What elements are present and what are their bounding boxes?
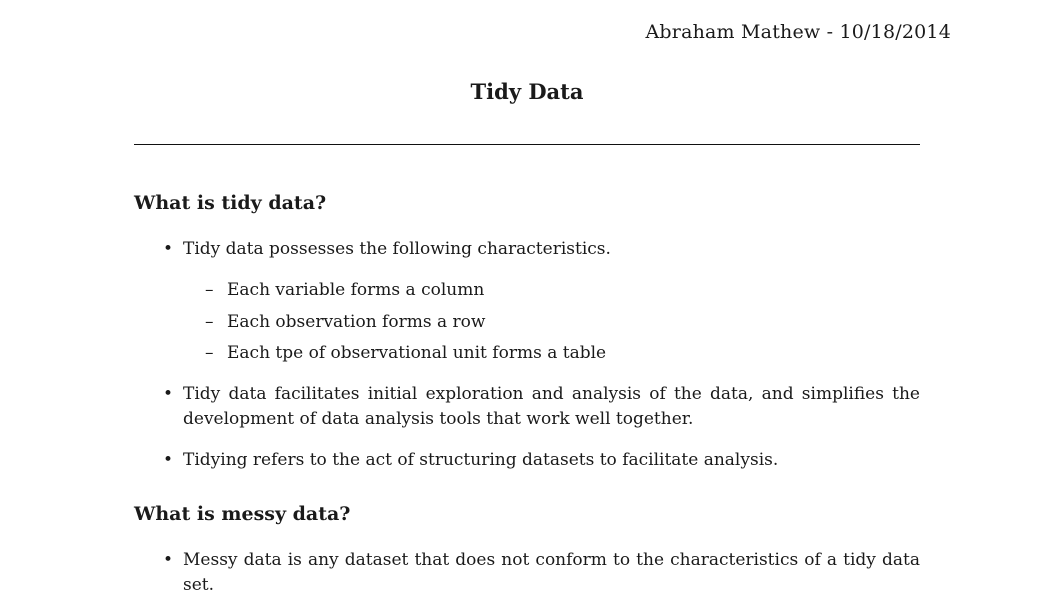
sub-item-text: Each observation forms a row xyxy=(227,312,486,332)
bullet-item xyxy=(163,237,920,262)
section-heading-messy: What is messy data? xyxy=(134,503,351,525)
dash-marker: – xyxy=(205,312,214,332)
sub-item-text: Each variable forms a column xyxy=(227,280,485,300)
page-title: Tidy Data xyxy=(470,79,584,104)
dash-marker: – xyxy=(205,343,214,363)
bullet-marker: • xyxy=(163,450,174,470)
sub-item xyxy=(205,310,486,335)
bullet-text: Tidy data possesses the following characteristics. xyxy=(183,239,611,259)
sub-item-text: Each tpe of observational unit forms a table xyxy=(227,343,607,363)
bullet-item xyxy=(163,382,920,432)
dash-marker: – xyxy=(205,280,214,300)
author-date: Abraham Mathew - 10/18/2014 xyxy=(645,21,951,43)
bullet-text: Messy data is any dataset that does not conform to the characteristics of a tidy data set. xyxy=(183,550,920,595)
bullet-marker: • xyxy=(163,239,174,259)
title-rule xyxy=(134,144,920,145)
section-heading-tidy: What is tidy data? xyxy=(134,192,327,214)
sub-item xyxy=(205,341,607,366)
bullet-marker: • xyxy=(163,550,174,570)
bullet-item xyxy=(163,548,920,598)
bullet-marker: • xyxy=(163,384,174,404)
bullet-item xyxy=(163,448,920,473)
bullet-text: Tidy data facilitates initial exploration and analysis of the data, and simplifies the development of data analysis tools that work well together. xyxy=(183,384,920,429)
sub-item xyxy=(205,278,485,303)
bullet-text: Tidying refers to the act of structuring datasets to facilitate analysis. xyxy=(183,450,779,470)
